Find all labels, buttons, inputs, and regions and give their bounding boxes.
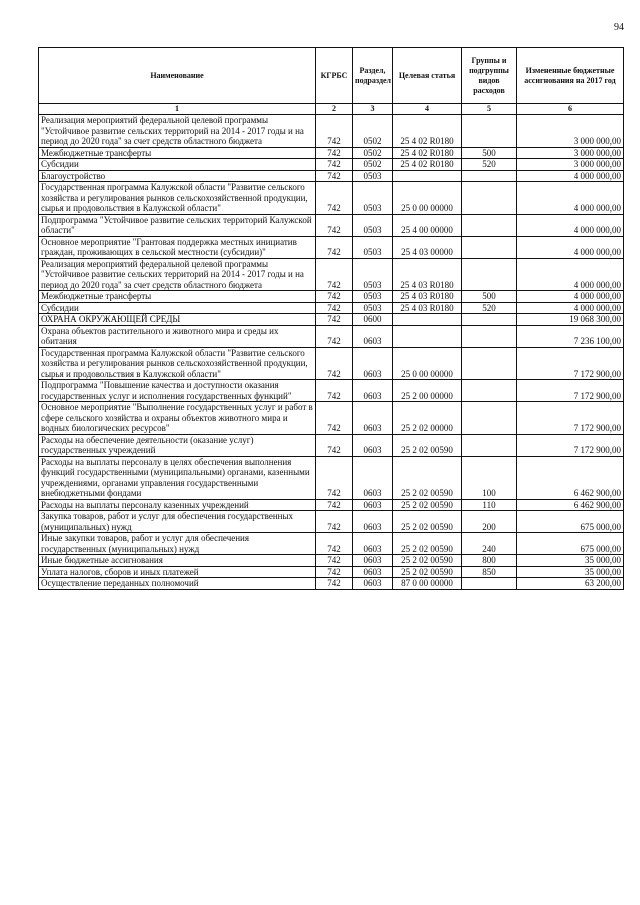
table-row <box>39 456 624 499</box>
table-row <box>39 147 624 159</box>
table-row <box>39 511 624 533</box>
row-target <box>393 325 462 347</box>
row-amount: 4 000 000,00 <box>517 214 624 236</box>
row-group: 520 <box>462 159 517 171</box>
row-section: 0503 <box>353 236 393 258</box>
row-group <box>462 325 517 347</box>
row-kgrbs: 742 <box>316 578 353 590</box>
row-target: 25 2 02 00590 <box>393 511 462 533</box>
table-row <box>39 380 624 402</box>
row-kgrbs: 742 <box>316 258 353 291</box>
row-kgrbs: 742 <box>316 325 353 347</box>
table-row <box>39 434 624 456</box>
row-section: 0503 <box>353 214 393 236</box>
row-amount: 63 200,00 <box>517 578 624 590</box>
row-group <box>462 434 517 456</box>
row-group: 200 <box>462 511 517 533</box>
row-target: 25 4 02 R0180 <box>393 159 462 171</box>
row-name: Межбюджетные трансферты <box>39 147 316 159</box>
row-name: Государственная программа Калужской области "Развитие сельского хозяйства и регулирования рынков сельскохозяйственной продукции, сырья и продовольствия в Калужской области" <box>39 182 316 215</box>
row-name: Субсидии <box>39 159 316 171</box>
row-section: 0603 <box>353 347 393 380</box>
row-section: 0503 <box>353 291 393 303</box>
row-name: ОХРАНА ОКРУЖАЮЩЕЙ СРЕДЫ <box>39 314 316 326</box>
row-kgrbs: 742 <box>316 236 353 258</box>
row-target: 25 0 00 00000 <box>393 182 462 215</box>
row-amount: 675 000,00 <box>517 511 624 533</box>
row-kgrbs: 742 <box>316 182 353 215</box>
row-name: Межбюджетные трансферты <box>39 291 316 303</box>
row-amount: 6 462 900,00 <box>517 456 624 499</box>
row-amount: 7 236 100,00 <box>517 325 624 347</box>
row-group <box>462 115 517 148</box>
table-row <box>39 325 624 347</box>
row-amount: 35 000,00 <box>517 566 624 578</box>
row-target: 25 4 03 R0180 <box>393 291 462 303</box>
row-section: 0503 <box>353 170 393 182</box>
row-target: 25 0 00 00000 <box>393 347 462 380</box>
row-amount: 3 000 000,00 <box>517 147 624 159</box>
row-section: 0502 <box>353 115 393 148</box>
row-kgrbs: 742 <box>316 170 353 182</box>
row-section: 0603 <box>353 511 393 533</box>
row-group: 500 <box>462 147 517 159</box>
row-section: 0603 <box>353 456 393 499</box>
table-row <box>39 402 624 435</box>
row-section: 0603 <box>353 402 393 435</box>
row-amount: 3 000 000,00 <box>517 115 624 148</box>
table-row <box>39 214 624 236</box>
header-target: Целевая статья <box>393 48 462 104</box>
row-section: 0603 <box>353 555 393 567</box>
table-row <box>39 159 624 171</box>
row-name: Основное мероприятие "Грантовая поддержка местных инициатив граждан, проживающих в сельской местности (субсидии)" <box>39 236 316 258</box>
table-row <box>39 182 624 215</box>
row-amount: 35 000,00 <box>517 555 624 567</box>
table-row <box>39 291 624 303</box>
row-kgrbs: 742 <box>316 159 353 171</box>
row-section: 0603 <box>353 499 393 511</box>
row-name: Расходы на выплаты персоналу в целях обеспечения выполнения функций государственными (муниципальными) органами, казенными учреждениями, органами управления государственными внебюджетными фондами <box>39 456 316 499</box>
column-number: 2 <box>316 104 353 115</box>
row-kgrbs: 742 <box>316 555 353 567</box>
row-amount: 4 000 000,00 <box>517 291 624 303</box>
row-group: 110 <box>462 499 517 511</box>
row-target: 25 4 03 R0180 <box>393 302 462 314</box>
budget-table <box>38 47 624 590</box>
table-row <box>39 499 624 511</box>
row-name: Подпрограмма "Повышение качества и доступности оказания государственных услуг и исполнения государственных функций" <box>39 380 316 402</box>
row-kgrbs: 742 <box>316 456 353 499</box>
row-kgrbs: 742 <box>316 115 353 148</box>
row-group <box>462 347 517 380</box>
row-kgrbs: 742 <box>316 566 353 578</box>
row-kgrbs: 742 <box>316 499 353 511</box>
header-kgrbs: КГРБС <box>316 48 353 104</box>
row-amount: 19 068 300,00 <box>517 314 624 326</box>
row-kgrbs: 742 <box>316 511 353 533</box>
table-row <box>39 115 624 148</box>
row-kgrbs: 742 <box>316 434 353 456</box>
row-amount: 7 172 900,00 <box>517 402 624 435</box>
row-kgrbs: 742 <box>316 291 353 303</box>
row-target: 25 2 00 00000 <box>393 380 462 402</box>
header-row <box>39 48 624 104</box>
header-amount: Измененные бюджетные ассигнования на 2017 год <box>517 48 624 104</box>
row-amount: 4 000 000,00 <box>517 236 624 258</box>
row-target: 25 2 02 00590 <box>393 533 462 555</box>
row-section: 0603 <box>353 578 393 590</box>
row-group <box>462 402 517 435</box>
row-section: 0503 <box>353 182 393 215</box>
row-target: 25 2 02 00000 <box>393 402 462 435</box>
column-number: 5 <box>462 104 517 115</box>
row-name: Уплата налогов, сборов и иных платежей <box>39 566 316 578</box>
row-target <box>393 170 462 182</box>
row-section: 0603 <box>353 380 393 402</box>
column-number: 1 <box>39 104 316 115</box>
row-section: 0503 <box>353 302 393 314</box>
row-name: Осуществление переданных полномочий <box>39 578 316 590</box>
row-group <box>462 236 517 258</box>
row-target: 25 4 00 00000 <box>393 214 462 236</box>
row-target: 87 0 00 00000 <box>393 578 462 590</box>
row-name: Благоустройство <box>39 170 316 182</box>
row-section: 0603 <box>353 566 393 578</box>
table-row <box>39 236 624 258</box>
row-kgrbs: 742 <box>316 302 353 314</box>
table-row <box>39 533 624 555</box>
row-amount: 3 000 000,00 <box>517 159 624 171</box>
row-target: 25 4 02 R0180 <box>393 115 462 148</box>
row-name: Иные бюджетные ассигнования <box>39 555 316 567</box>
row-section: 0502 <box>353 147 393 159</box>
row-amount: 7 172 900,00 <box>517 434 624 456</box>
row-amount: 4 000 000,00 <box>517 170 624 182</box>
row-section: 0603 <box>353 533 393 555</box>
row-target: 25 2 02 00590 <box>393 566 462 578</box>
row-amount: 7 172 900,00 <box>517 380 624 402</box>
row-name: Охрана объектов растительного и животного мира и среды их обитания <box>39 325 316 347</box>
table-row <box>39 302 624 314</box>
table-row <box>39 170 624 182</box>
row-kgrbs: 742 <box>316 147 353 159</box>
header-name: Наименование <box>39 48 316 104</box>
row-name: Основное мероприятие "Выполнение государственных услуг и работ в сфере сельского хозяйства и охраны объектов животного мира и водных биологических ресурсов" <box>39 402 316 435</box>
row-group <box>462 214 517 236</box>
row-amount: 4 000 000,00 <box>517 302 624 314</box>
row-group <box>462 258 517 291</box>
column-number: 4 <box>393 104 462 115</box>
row-section: 0603 <box>353 434 393 456</box>
row-group <box>462 170 517 182</box>
row-group <box>462 182 517 215</box>
row-amount: 4 000 000,00 <box>517 258 624 291</box>
row-group <box>462 314 517 326</box>
row-amount: 7 172 900,00 <box>517 347 624 380</box>
table-row <box>39 258 624 291</box>
row-name: Государственная программа Калужской области "Развитие сельского хозяйства и регулирования рынков сельскохозяйственной продукции, сырья и продовольствия в Калужской области" <box>39 347 316 380</box>
row-group: 520 <box>462 302 517 314</box>
row-name: Закупка товаров, работ и услуг для обеспечения государственных (муниципальных) нужд <box>39 511 316 533</box>
row-group: 850 <box>462 566 517 578</box>
table-row <box>39 578 624 590</box>
row-name: Расходы на обеспечение деятельности (оказание услуг) государственных учреждений <box>39 434 316 456</box>
column-number-row <box>39 104 624 115</box>
row-name: Иные закупки товаров, работ и услуг для обеспечения государственных (муниципальных) нужд <box>39 533 316 555</box>
row-kgrbs: 742 <box>316 380 353 402</box>
row-group: 100 <box>462 456 517 499</box>
header-groups: Группы и подгруппы видов расходов <box>462 48 517 104</box>
row-kgrbs: 742 <box>316 402 353 435</box>
row-target: 25 4 02 R0180 <box>393 147 462 159</box>
row-group <box>462 380 517 402</box>
row-kgrbs: 742 <box>316 347 353 380</box>
column-number: 6 <box>517 104 624 115</box>
column-number: 3 <box>353 104 393 115</box>
row-target: 25 4 03 00000 <box>393 236 462 258</box>
row-name: Реализация мероприятий федеральной целевой программы "Устойчивое развитие сельских территорий на 2014 - 2017 годы и на период до 2020 года" за счет средств областного бюджета <box>39 115 316 148</box>
table-row <box>39 566 624 578</box>
row-section: 0502 <box>353 159 393 171</box>
row-target: 25 2 02 00590 <box>393 555 462 567</box>
row-target: 25 2 02 00590 <box>393 499 462 511</box>
row-group: 800 <box>462 555 517 567</box>
header-section: Раздел, подраздел <box>353 48 393 104</box>
row-kgrbs: 742 <box>316 214 353 236</box>
page-number: 94 <box>614 22 624 33</box>
row-name: Подпрограмма "Устойчивое развитие сельских территорий Калужской области" <box>39 214 316 236</box>
row-amount: 6 462 900,00 <box>517 499 624 511</box>
row-section: 0503 <box>353 258 393 291</box>
row-section: 0600 <box>353 314 393 326</box>
table-row <box>39 555 624 567</box>
row-target: 25 2 02 00590 <box>393 434 462 456</box>
row-target: 25 4 03 R0180 <box>393 258 462 291</box>
row-group <box>462 578 517 590</box>
row-name: Расходы на выплаты персоналу казенных учреждений <box>39 499 316 511</box>
table-body <box>39 115 624 590</box>
row-group: 500 <box>462 291 517 303</box>
row-name: Реализация мероприятий федеральной целевой программы "Устойчивое развитие сельских территорий на 2014 - 2017 годы и на период до 2020 года" за счет средств областного бюджета <box>39 258 316 291</box>
row-target: 25 2 02 00590 <box>393 456 462 499</box>
row-group: 240 <box>462 533 517 555</box>
table-row <box>39 347 624 380</box>
row-kgrbs: 742 <box>316 314 353 326</box>
row-target <box>393 314 462 326</box>
row-section: 0603 <box>353 325 393 347</box>
row-kgrbs: 742 <box>316 533 353 555</box>
row-name: Субсидии <box>39 302 316 314</box>
row-amount: 675 000,00 <box>517 533 624 555</box>
table-row <box>39 314 624 326</box>
row-amount: 4 000 000,00 <box>517 182 624 215</box>
